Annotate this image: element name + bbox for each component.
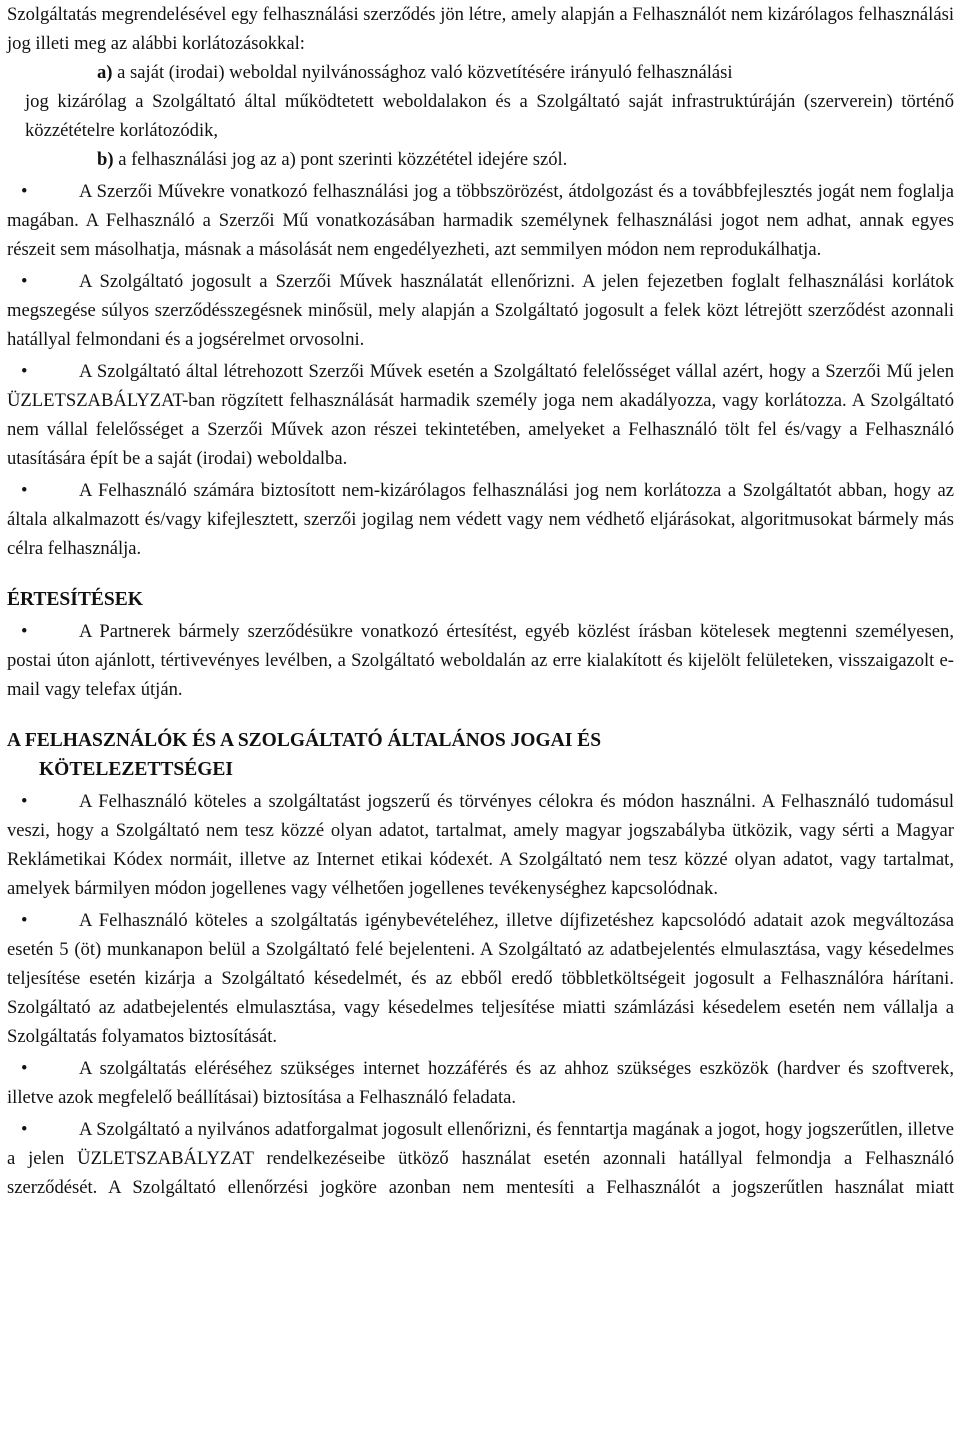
list-item: • A Partnerek bármely szerződésükre vonatkozó értesítést, egyéb közlést írásban kötelesek megtenni személyesen, postai úton ajánlott, tértivevényes levélben, a Szolgáltató weboldalán az erre kialakított és kijelölt felületeken, visszaigazolt e-mail vagy telefax útján. bbox=[7, 617, 954, 704]
list-item: • A Felhasználó köteles a szolgáltatást jogszerű és törvényes célokra és módon használni. A Felhasználó tudomásul veszi, hogy a Szolgáltató nem tesz közzé olyan adatot, tartalmat, amely magyar jogszabályba ütközik, vagy sérti a Magyar Reklámetikai Kódex normáit, illetve az Internet etikai kódexét. A Szolgáltató nem tesz közzé olyan adatot, vagy tartalmat, amelyek bármilyen módon jogellenes vagy vélhetően jogellenes tevékenységhez kapcsolódnak. bbox=[7, 787, 954, 903]
bullet-icon: • bbox=[21, 910, 28, 931]
intro-paragraph: Szolgáltatás megrendelésével egy felhasználási szerződés jön létre, amely alapján a Felhasználót nem kizárólagos felhasználási jog illeti meg az alábbi korlátozásokkal: bbox=[7, 4, 954, 54]
bullet-icon: • bbox=[21, 1058, 28, 1079]
bullet-icon: • bbox=[21, 361, 28, 382]
item-b-label: b) bbox=[97, 149, 114, 170]
list-item: • A Szerzői Művekre vonatkozó felhasználási jog a többszörözést, átdolgozást és a továbbfejlesztés jogát nem foglalja magában. A Felhasználó a Szerzői Mű vonatkozásában harmadik személynek felhasználási jogot nem adhat, annak egyes részeit sem másolhatja, másnak a másolását nem engedélyezheti, azt semmilyen módon nem reprodukálhatja. bbox=[7, 177, 954, 264]
section-heading-rights bbox=[7, 726, 954, 784]
bullet-icon: • bbox=[21, 621, 28, 642]
list-item: • A Szolgáltató a nyilvános adatforgalmat jogosult ellenőrizni, és fenntartja magának a jogot, hogy jogszerűtlen, illetve a jelen ÜZLETSZABÁLYZAT rendelkezéseibe ütköző használat esetén azonnali hatállyal felmondja a Felhasználó szerződését. A Szolgáltató ellenőrzési jogköre azonban nem mentesíti a Felhasználót a jogszerűtlen használat miatt bbox=[7, 1115, 954, 1202]
list-item: • A Szolgáltató jogosult a Szerzői Művek használatát ellenőrizni. A jelen fejezetben foglalt felhasználási korlátok megszegése súlyos szerződésszegésnek minősül, mely alapján a Szolgáltató jogosult a felek közt létrejött szerződést azonnali hatállyal felmondani és a jogsérelmet orvosolni. bbox=[7, 267, 954, 354]
bullet-icon: • bbox=[21, 1119, 28, 1140]
list-item: • A Felhasználó számára biztosított nem-kizárólagos felhasználási jog nem korlátozza a Szolgáltatót abban, hogy az általa alkalmazott és/vagy kifejlesztett, szerzői jogilag nem védett vagy nem védhető eljárásokat, algoritmusokat bármely más célra felhasználja. bbox=[7, 476, 954, 563]
bullet-icon: • bbox=[21, 791, 28, 812]
item-a-label: a) bbox=[97, 62, 113, 83]
list-item: • A Szolgáltató által létrehozott Szerzői Művek esetén a Szolgáltató felelősséget vállal azért, hogy a Szerzői Mű jelen ÜZLETSZABÁLYZAT-ban rögzített felhasználását harmadik személy joga nem akadályozza, vagy korlátozza. A Szolgáltató nem vállal felelősséget a Szerzői Művek azon részei tekintetében, amelyeket a Felhasználó tölt fel és/vagy a Felhasználó utasítására épít be a saját (irodai) weboldalba. bbox=[7, 357, 954, 473]
section-heading-notices: ÉRTESÍTÉSEK bbox=[7, 589, 143, 610]
bullet-icon: • bbox=[21, 480, 28, 501]
bullet-icon: • bbox=[21, 271, 28, 292]
item-b: b) a felhasználási jog az a) pont szerinti közzététel idejére szól. bbox=[97, 149, 568, 170]
item-a-text: jog kizárólag a Szolgáltató által működtetett weboldalakon és a Szolgáltató saját infrastruktúráján (szerverein) történő közzétételre korlátozódik, bbox=[25, 91, 954, 141]
section-heading-rights-line2: KÖTELEZETTSÉGEI bbox=[39, 759, 234, 780]
list-item: • A Felhasználó köteles a szolgáltatás igénybevételéhez, illetve díjfizetéshez kapcsolódó adatait azok megváltozása esetén 5 (öt) munkanapon belül a Szolgáltató felé bejelenteni. A Szolgáltató az adatbejelentés elmulasztása, vagy késedelmes teljesítése esetén kizárja a Szolgáltató késedelmét, és az ebből eredő többletköltségeit jogosult a Felhasználóra hárítani. Szolgáltató az adatbejelentés elmulasztása, vagy késedelmes teljesítése miatti számlázási késedelem esetén nem vállalja a Szolgáltatás folyamatos biztosítását. bbox=[7, 906, 954, 1051]
section-heading-rights-line1: A FELHASZNÁLÓK ÉS A SZOLGÁLTATÓ ÁLTALÁNOS JOGAI ÉS bbox=[7, 730, 602, 751]
list-item: • A szolgáltatás eléréséhez szükséges internet hozzáférés és az ahhoz szükséges eszközök (hardver és szoftverek, illetve azok megfelelő beállításai) biztosítása a Felhasználó feladata. bbox=[7, 1054, 954, 1112]
bullet-icon: • bbox=[21, 181, 28, 202]
item-a-first-line: a) a saját (irodai) weboldal nyilvánossághoz való közvetítésére irányuló felhasználási bbox=[97, 62, 733, 83]
